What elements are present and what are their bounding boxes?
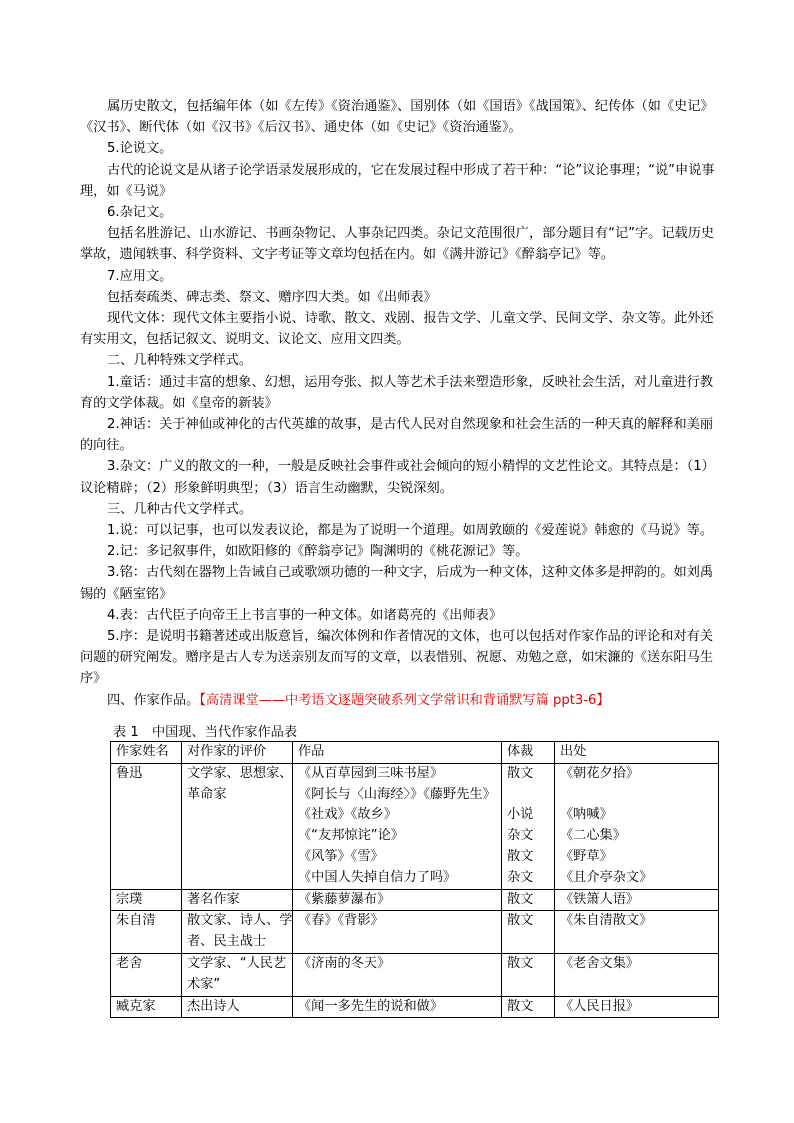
header-works: 作品 [293,742,502,764]
cell-line: 术家” [187,976,221,992]
cell-line: 杂文 [507,828,534,844]
cell-line: 著名作家 [187,891,240,907]
paragraph: 3.杂文：广义的散文的一种，一般是反映社会事件或社会倾向的短小精悍的文艺性论文。其特点是：（1）议论精辟；（2）形象鲜明典型；（3）语言生动幽默，尖锐深刻。 [80,459,715,496]
cell-line: 《紫藤萝瀑布》 [298,891,391,907]
cell-works [293,953,502,996]
header-name: 作家姓名 [111,742,182,764]
paragraph: 现代文体：现代文体主要指小说、诗歌、散文、戏剧、报告文学、儿童文学、民间文学、杂文等。此外还有实用文，包括记叙文、说明文、议论文、应用文四类。 [80,311,714,348]
cell-works [293,889,502,911]
cell-eval [182,763,293,889]
cell-name: 朱自清 [111,911,182,954]
cell-line: 《中国人失掉自信力了吗》 [298,869,457,885]
cell-line: 《野草》 [560,848,613,864]
cell-genre [502,889,555,911]
table-row [111,763,719,889]
paragraph: 5.论说文。 [107,141,173,157]
header-genre: 体裁 [502,742,555,764]
cell-line: 《人民日报》 [560,998,640,1014]
cell-line: 散文 [507,955,534,971]
cell-name: 宗璞 [111,889,182,911]
cell-genre [502,763,555,889]
cell-line: 杰出诗人 [187,998,240,1014]
table-row [111,953,719,996]
body-text [80,96,720,711]
paragraph: 1.童话：通过丰富的想象、幻想，运用夸张、拟人等艺术手法来塑造形象，反映社会生活，对儿童进行教育的文学体裁。如《皇帝的新装》 [80,374,714,411]
cell-eval [182,953,293,996]
section-4-heading [80,690,720,711]
cell-eval [182,911,293,954]
cell-name: 老舍 [111,953,182,996]
section-4-label: 四、作家作品。 [107,692,200,708]
cell-genre [502,953,555,996]
cell-line: 《闻一多先生的说和做》 [298,998,444,1014]
cell-name: 鲁迅 [111,763,182,889]
cell-line: 《且介亭杂文》 [560,869,653,885]
cell-line: 《“友邦惊诧”论》 [298,828,404,844]
cell-source [555,763,719,889]
cell-works [293,996,502,1018]
cell-eval [182,996,293,1018]
cell-genre [502,996,555,1018]
table-caption: 表 1 中国现、当代作家作品表 [113,725,298,740]
paragraph: 2.神话：关于神仙或神化的古代英雄的故事，是古代人民对自然现象和社会生活的一种天真的解释和美丽的向往。 [80,417,714,454]
paragraph: 2.记：多记叙事件，如欧阳修的《醉翁亭记》陶渊明的《桃花源记》等。 [107,544,529,560]
cell-line: 散文 [507,998,534,1014]
cell-line: 《铁箫人语》 [560,891,640,907]
table-header-row [111,742,719,764]
cell-line: 杂文 [507,869,534,885]
cell-line: 《从百草园到三味书屋》 [298,765,444,781]
cell-line: 散文 [507,848,534,864]
cell-line: 小说 [507,807,534,823]
paragraph: 包括奏疏类、碑志类、祭文、赠序四大类。如《出师表》 [107,289,437,305]
cell-line: 《朝花夕拾》 [560,765,640,781]
cell-source [555,996,719,1018]
header-source: 出处 [555,742,719,764]
cell-line: 《二心集》 [560,828,626,844]
cell-line: 文学家、思想家、 [187,765,293,781]
header-eval: 对作家的评价 [182,742,293,764]
cell-line: 《呐喊》 [560,807,613,823]
cell-line: 文学家、“人民艺 [187,955,287,971]
cell-line: 者、民主战士 [187,934,267,950]
cell-line [560,785,713,806]
cell-source [555,953,719,996]
cell-works [293,911,502,954]
paragraph: 包括名胜游记、山水游记、书画杂物记、人事杂记四类。杂记文范围很广，部分题目有“记”字。记载历史掌故，遗闻轶事、科学资料、文字考证等文章均包括在内。如《满井游记》《醉翁亭记》等。 [80,226,715,263]
paragraph: 6.杂记文。 [107,205,173,221]
cell-source [555,889,719,911]
cell-line: 《风筝》《雪》 [298,848,384,864]
paragraph: 属历史散文，包括编年体（如《左传》《资治通鉴》、国别体（如《国语》《战国策》、纪传体（如《史记》《汉书》、断代体（如《汉书》《后汉书》、通史体（如《史记》《资治通鉴》。 [80,99,714,136]
table-row [111,911,719,954]
paragraph: 7.应用文。 [107,268,173,284]
cell-line: 《老舍文集》 [560,955,640,971]
cell-line: 《阿长与〈山海经〉》《藤野先生》 [298,786,496,802]
table-row [111,996,719,1018]
cell-line: 《济南的冬天》 [298,955,391,971]
paragraph: 3.铭：古代刻在器物上告诫自己或歌颂功德的一种文字，后成为一种文体，这种文体多是押韵的。如刘禹锡的《陋室铭》 [80,565,714,602]
cell-line: 散文 [507,891,534,907]
paragraph: 5.序：是说明书籍著述或出版意旨，编次体例和作者情况的文体，也可以包括对作家作品的评论和对有关问题的研究阐发。赠序是古人专为送亲别友而写的文章，以表惜别、祝愿、劝勉之意，如宋濂的《送东阳马生序》 [80,629,714,687]
table-row [111,889,719,911]
course-link[interactable]: 【高清课堂——中考语文逐题突破系列文学常识和背诵默写篇 ppt3-6】 [199,692,610,708]
cell-source [555,911,719,954]
works-table [110,741,719,1018]
cell-name: 臧克家 [111,996,182,1018]
paragraph: 1.说：可以记事，也可以发表议论，都是为了说明一个道理。如周敦颐的《爱莲说》韩愈的《马说》等。 [107,523,714,539]
cell-works [293,763,502,889]
cell-line: 散文 [507,913,534,929]
paragraph: 4.表：古代臣子向帝王上书言事的一种文体。如诸葛亮的《出师表》 [107,607,503,623]
cell-line: 散文家、诗人、学 [187,913,293,929]
cell-genre [502,911,555,954]
paragraph: 三、几种古代文学样式。 [107,501,253,517]
cell-line: 《社戏》《故乡》 [298,807,397,823]
cell-line: 《朱自清散文》 [560,913,653,929]
paragraph: 二、几种特殊文学样式。 [107,353,253,369]
cell-line [507,785,549,806]
cell-eval [182,889,293,911]
cell-line: 散文 [507,765,534,781]
cell-line: 革命家 [187,786,227,802]
paragraph: 古代的论说文是从诸子论学语录发展形成的，它在发展过程中形成了若干种：“论”议论事理；“说”申说事理，如《马说》 [80,162,715,199]
cell-line: 《春》《背影》 [298,913,384,929]
